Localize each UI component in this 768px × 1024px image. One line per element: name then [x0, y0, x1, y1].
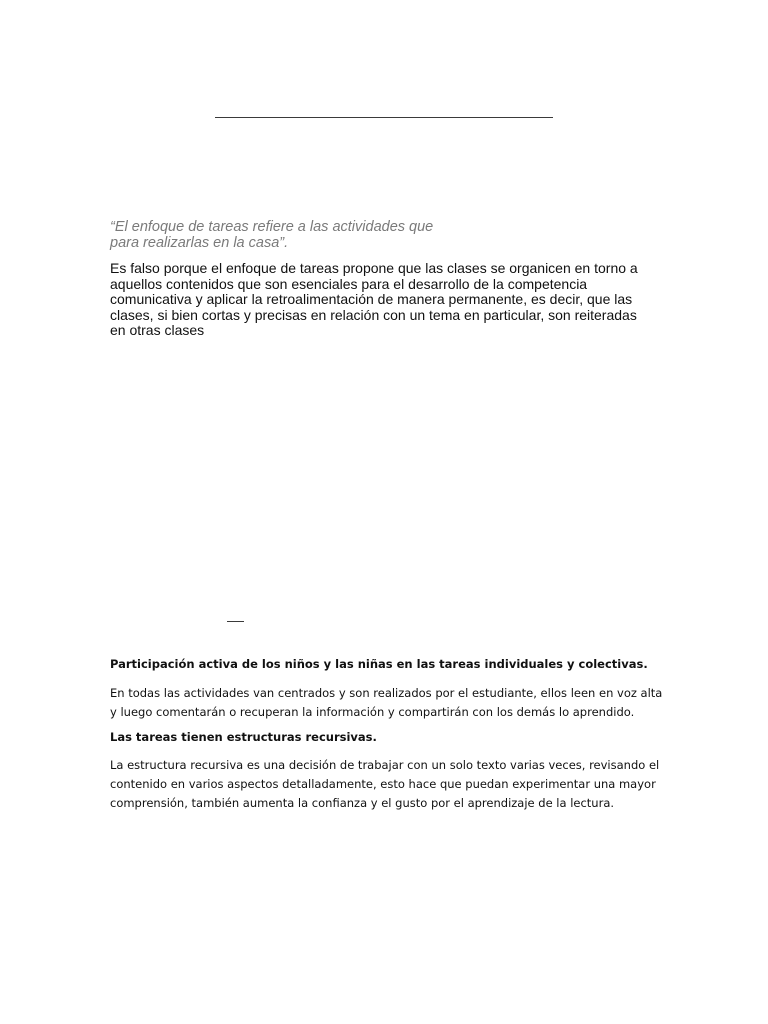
paragraph-line: En todas las actividades van centrados y son realizados por el estudiante, ellos leen en voz alta — [110, 686, 663, 700]
section-paragraph-participation — [110, 684, 670, 722]
short-horizontal-rule — [227, 621, 244, 622]
answer-paragraph — [110, 261, 650, 339]
answer-line: aquellos contenidos que son esenciales para el desarrollo de la competencia — [110, 275, 588, 292]
top-horizontal-rule — [215, 117, 553, 118]
section-paragraph-recursive — [110, 756, 670, 813]
paragraph-line: y luego comentarán o recuperan la información y compartirán con los demás lo aprendido. — [110, 705, 635, 719]
paragraph-line: comprensión, también aumenta la confianza y el gusto por el aprendizaje de la lectura. — [110, 796, 615, 810]
section-heading-recursive — [110, 729, 670, 746]
paragraph-line: La estructura recursiva es una decisión de trabajar con un solo texto varias veces, revisando el — [110, 758, 660, 772]
answer-line: comunicativa y aplicar la retroalimentación de manera permanente, es decir, que las — [110, 291, 633, 307]
paragraph-line: contenido en varios aspectos detalladamente, esto hace que puedan experimentar una mayor — [110, 777, 656, 791]
quote-paragraph — [110, 219, 530, 251]
heading-text: Participación activa de los niños y las niñas en las tareas individuales y colectivas. — [110, 657, 648, 671]
answer-line: Es falso porque el enfoque de tareas propone que las clases se organicen en torno a — [110, 260, 638, 276]
answer-line: clases, si bien cortas y precisas en relación con un tema en particular, son reiteradas — [110, 306, 637, 323]
quote-line: para realizarlas en la casa”. — [110, 235, 289, 251]
section-heading-participation — [110, 656, 670, 673]
heading-text: Las tareas tienen estructuras recursivas. — [110, 730, 377, 744]
answer-line: en otras clases — [110, 322, 205, 338]
quote-line: “El enfoque de tareas refiere a las actividades que — [110, 219, 434, 235]
